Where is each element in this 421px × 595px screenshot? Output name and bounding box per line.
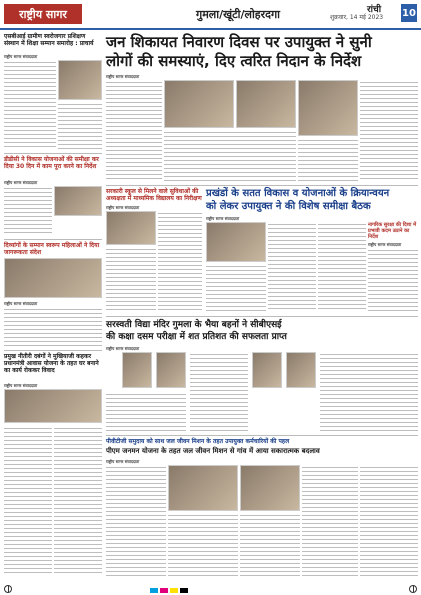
bottom-wide-body-5	[360, 465, 418, 576]
bottom-wide-body-2	[168, 513, 238, 576]
registration-mark-left	[4, 585, 12, 593]
section-title: गुमला/खूंटी/लोहरदगा	[196, 8, 281, 21]
color-bar-cyan	[150, 588, 158, 593]
color-bar-yellow	[170, 588, 178, 593]
bottom-wide-byline: राष्ट्रीय सागर संवाददाता	[106, 459, 140, 464]
bottom-divider	[106, 435, 418, 436]
center-mid-byline: राष्ट्रीय सागर संवाददाता	[106, 205, 140, 210]
date-label: शुक्रवार, 14 मई 2023	[330, 14, 384, 21]
bottom-wide-headline-line1: पीवीटीजी समुदाय को साथ जल जीवन मिशन के तहत उपायुक्त कर्मचारियों की पहल	[106, 438, 290, 445]
wide-mid-headline-line1: प्रखंडों के सतत विकास व योजनाओं के क्रियान्वयन	[206, 188, 390, 199]
lead-body-col1	[106, 80, 162, 182]
wide-mid-body-1	[268, 222, 316, 312]
bottom-left-body-2	[54, 426, 102, 576]
bottom-wide-headline-line2: पीएम जनमन योजना के तहत जल जीवन मिशन से गांव में आया सकारात्मक बदलाव	[106, 447, 320, 455]
lead-body-col2	[164, 130, 296, 182]
registration-mark-right	[409, 585, 417, 593]
student-photo-3	[252, 352, 282, 388]
left-lower-byline: राष्ट्रीय सागर संवाददाता	[4, 301, 38, 306]
lead-body-col3	[360, 80, 418, 182]
bottom-left-byline: राष्ट्रीय सागर संवाददाता	[4, 383, 38, 388]
wide-mid-photo	[206, 222, 266, 262]
left-middle-body	[4, 186, 52, 236]
lead-byline: राष्ट्रीय सागर संवाददाता	[106, 74, 140, 79]
left-divider-2	[4, 239, 102, 240]
school-headline-line1: सरस्वती विद्या मंदिर गुमला के भैया बहनों ने सीबीएसई	[106, 320, 282, 330]
wide-mid-body-2	[318, 222, 366, 312]
school-body-2	[320, 352, 418, 432]
right-mid-headline: नागरिक सुरक्षा की दिशा में प्रभावी कदम उठाने का निर्देश	[368, 222, 417, 240]
bottom-wide-body-1	[106, 465, 166, 576]
wide-mid-body-3	[206, 264, 266, 312]
left-divider-1	[4, 153, 102, 154]
color-bar-magenta	[160, 588, 168, 593]
bottom-wide-photo-1	[168, 465, 238, 511]
bottom-left-body-1	[4, 426, 52, 576]
left-top-body-2	[58, 102, 102, 150]
student-photo-4	[286, 352, 316, 388]
school-body-3	[106, 392, 186, 432]
mid-divider	[106, 316, 418, 317]
city-label: रांची	[367, 5, 382, 15]
wide-mid-headline-line2: को लेकर उपायुक्त ने की विशेष समीक्षा बैठक	[206, 201, 371, 212]
student-photo-1	[122, 352, 152, 388]
left-lower-body	[4, 307, 102, 347]
center-mid-body-2	[106, 247, 156, 311]
lead-body-col4	[298, 138, 358, 182]
left-divider-3	[4, 350, 102, 351]
lead-photo-1	[164, 80, 234, 128]
school-body-1	[190, 352, 248, 432]
page-header	[0, 0, 421, 28]
color-bar-black	[180, 588, 188, 593]
left-middle-headline: डीडीसी ने विकास योजनाओं की समीक्षा कर दिया 30 दिन में काम पूरा करने का निर्देश	[4, 156, 99, 170]
school-headline-line2: की कक्षा दसम परीक्षा में शत प्रतिशत की सफलता प्राप्त	[106, 332, 287, 342]
right-mid-body	[368, 248, 418, 312]
left-top-body	[4, 60, 56, 150]
lead-photo-2	[236, 80, 296, 128]
school-byline: राष्ट्रीय सागर संवाददाता	[106, 346, 140, 351]
center-mid-body	[158, 211, 202, 311]
left-lower-photo	[4, 258, 102, 298]
bottom-left-photo	[4, 389, 102, 423]
bottom-wide-photo-2	[240, 465, 300, 511]
student-photo-2	[156, 352, 186, 388]
wide-mid-byline: राष्ट्रीय सागर संवाददाता	[206, 216, 240, 221]
left-top-byline: राष्ट्रीय सागर संवाददाता	[4, 54, 38, 59]
lead-photo-3	[298, 80, 358, 136]
center-mid-headline: सरकारी स्कूल से मिलने वाले सुविधाओं की अध्यक्षता में माध्यमिक विद्यालय का निरीक्षण	[106, 188, 202, 202]
bottom-wide-body-4	[302, 465, 358, 576]
left-top-headline: एसबीआई ग्रामीण स्वरोजगार प्रशिक्षण संस्थान में शिक्षा सम्मान समारोह : प्राचार्य	[4, 33, 94, 47]
header-divider	[0, 28, 421, 30]
bottom-left-headline: प्रमुख नीतीरी दबंगों ने मुखियाजी कहकर प्रधानमंत्री आवास योजना के तहत घर बनाने का कार्य रोककर विवाद	[4, 353, 99, 374]
left-top-photo	[58, 60, 102, 100]
center-mid-photo	[106, 211, 156, 245]
left-middle-photo	[54, 186, 102, 216]
lead-divider	[106, 185, 418, 186]
bottom-wide-body-3	[240, 513, 300, 576]
left-lower-headline: दिव्यांगों के सम्मान स्वरूप महिलाओं ने दिया जागरूकता संदेश	[4, 242, 100, 256]
masthead: राष्ट्रीय सागर	[4, 4, 82, 24]
right-mid-byline: राष्ट्रीय सागर संवाददाता	[368, 242, 402, 247]
left-middle-byline: राष्ट्रीय सागर संवाददाता	[4, 180, 38, 185]
lead-headline-line1: जन शिकायत निवारण दिवस पर उपायुक्त ने सुनी	[106, 33, 372, 51]
lead-headline-line2: लोगों की समस्याएं, दिए त्वरित निदान के निर्देश	[106, 52, 362, 70]
page-number: 10	[401, 4, 417, 22]
